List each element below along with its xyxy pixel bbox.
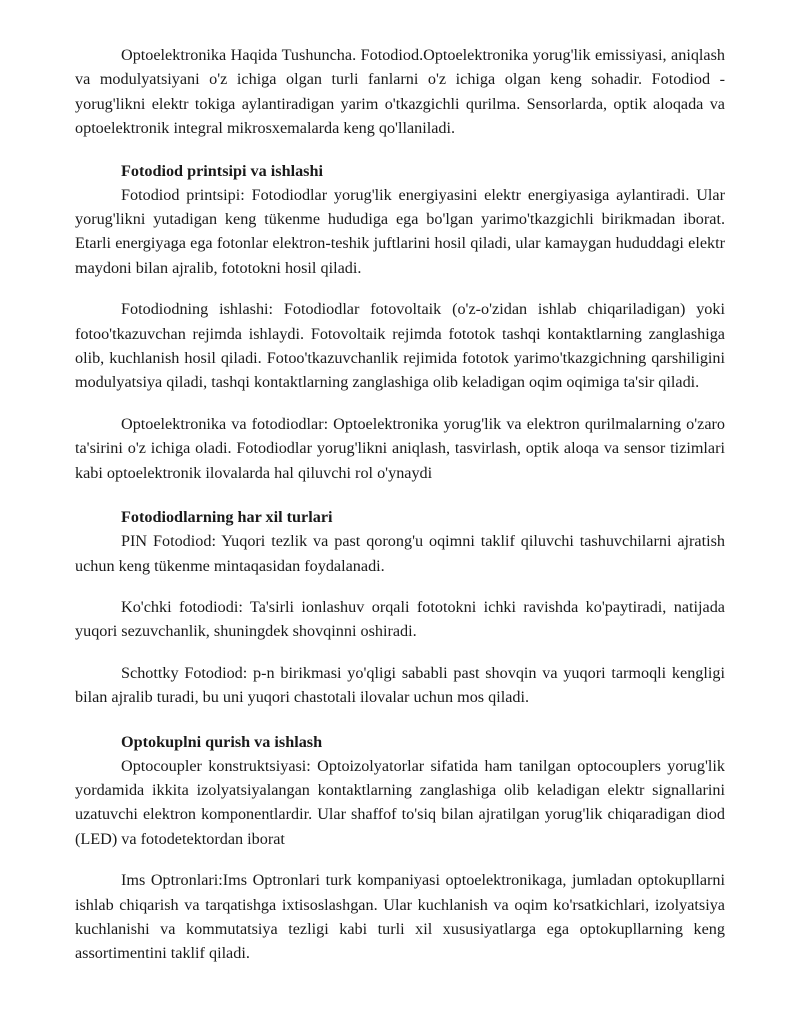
paragraph-kochki-fotodiod: Ko'chki fotodiodi: Ta'sirli ionlashuv orqali fototokni ichki ravishda ko'paytiradi, natijada yuqori sezuvchanlik, shuningdek shovqinni oshiradi. <box>75 597 725 641</box>
section-heading-fotodiod-turlari: Fotodiodlarning har xil turlari <box>121 508 333 527</box>
intro-paragraph: Optoelektronika Haqida Tushuncha. Fotodiod.Optoelektronika yorug'lik emissiyasi, aniqlash va modulyatsiyani o'z ichiga olgan turli fanlarni o'z ichiga olgan keng sohadir. Fotodiod - yorug'likni elektr tokiga aylantiradigan yarim o'tkazgichli qurilma. Sensorlarda, optik aloqada va optoelektronik integral mikrosxemalarda keng qo'llaniladi. <box>75 46 725 138</box>
paragraph-fotodiod-ishlashi: Fotodiodning ishlashi: Fotodiodlar fotovoltaik (o'z-o'zidan ishlab chiqariladigan) yoki fotoo'tkazuvchan rejimda ishlaydi. Fotovoltaik rejimda fototok tashqi kontaktlarning zanglashiga olib, kuchlanish hosil qiladi. Fotoo'tkazuvchanlik rejimida fototok yarimo'tkazgichning qarshiligini modulyatsiya qiladi, tashqi kontaktlarning zanglashiga olib keladigan oqim oqimiga ta'sir qiladi. <box>75 300 725 392</box>
paragraph-pin-fotodiod: PIN Fotodiod: Yuqori tezlik va past qorong'u oqimni taklif qiluvchi tashuvchilarni ajratish uchun keng tükenme mintaqasidan foydalanadi. <box>75 532 725 575</box>
paragraph-fotodiod-printsipi: Fotodiod printsipi: Fotodiodlar yorug'lik energiyasini elektr energiyasiga aylantiradi. Ular yorug'likni yutadigan keng tükenme hududiga ega bo'lgan yarimo'tkazgichli birikmadan iborat. Etarli energiyaga ega fotonlar elektron-teshik juftlarini hosil qiladi, ular kamaygan hududdagi elektr maydoni bilan ajralib, fototokni hosil qiladi. <box>75 185 725 277</box>
paragraph-optocoupler-konstruktsiyasi: Optocoupler konstruktsiyasi: Optoizolyatorlar sifatida ham tanilgan optocouplers yorug'lik yordamida ikkita izolyatsiyalangan kontaktlarning zanglashiga olib keladigan elektr signallarini uzatuvchi elektron komponentlardir. Ular shaffof to'siq bilan ajratilgan yorug'lik chiqaradigan diod (LED) va fotodetektordan iborat <box>75 756 725 848</box>
paragraph-ims-optronlari: Ims Optronlari:Ims Optronlari turk kompaniyasi optoelektronikaga, jumladan optokupllarni ishlab chiqarish va tarqatishga ixtisoslashgan. Ular kuchlanish va oqim ko'rsatkichlari, izolyatsiya kuchlanishi va kommutatsiya tezligi kabi turli xil xususiyatlarga ega optokupllarning keng assortimentini taklif qiladi. <box>75 871 725 963</box>
section-heading-optokupl: Optokuplni qurish va ishlash <box>121 732 323 751</box>
paragraph-schottky-fotodiod: Schottky Fotodiod: p-n birikmasi yo'qligi sababli past shovqin va yuqori tarmoqli kengligi bilan ajralib turadi, bu uni yuqori chastotali ilovalar uchun mos qiladi. <box>75 663 725 707</box>
paragraph-optoelektronika-fotodiodlar: Optoelektronika va fotodiodlar: Optoelektronika yorug'lik va elektron qurilmalarning o'zaro ta'sirini o'z ichiga oladi. Fotodiodlar yorug'likni aniqlash, tasvirlash, optik aloqa va sensor tizimlari kabi optoelektronik ilovalarda hal qiluvchi rol o'ynaydi <box>75 414 725 482</box>
section-heading-fotodiod-printsipi: Fotodiod printsipi va ishlashi <box>121 161 323 180</box>
